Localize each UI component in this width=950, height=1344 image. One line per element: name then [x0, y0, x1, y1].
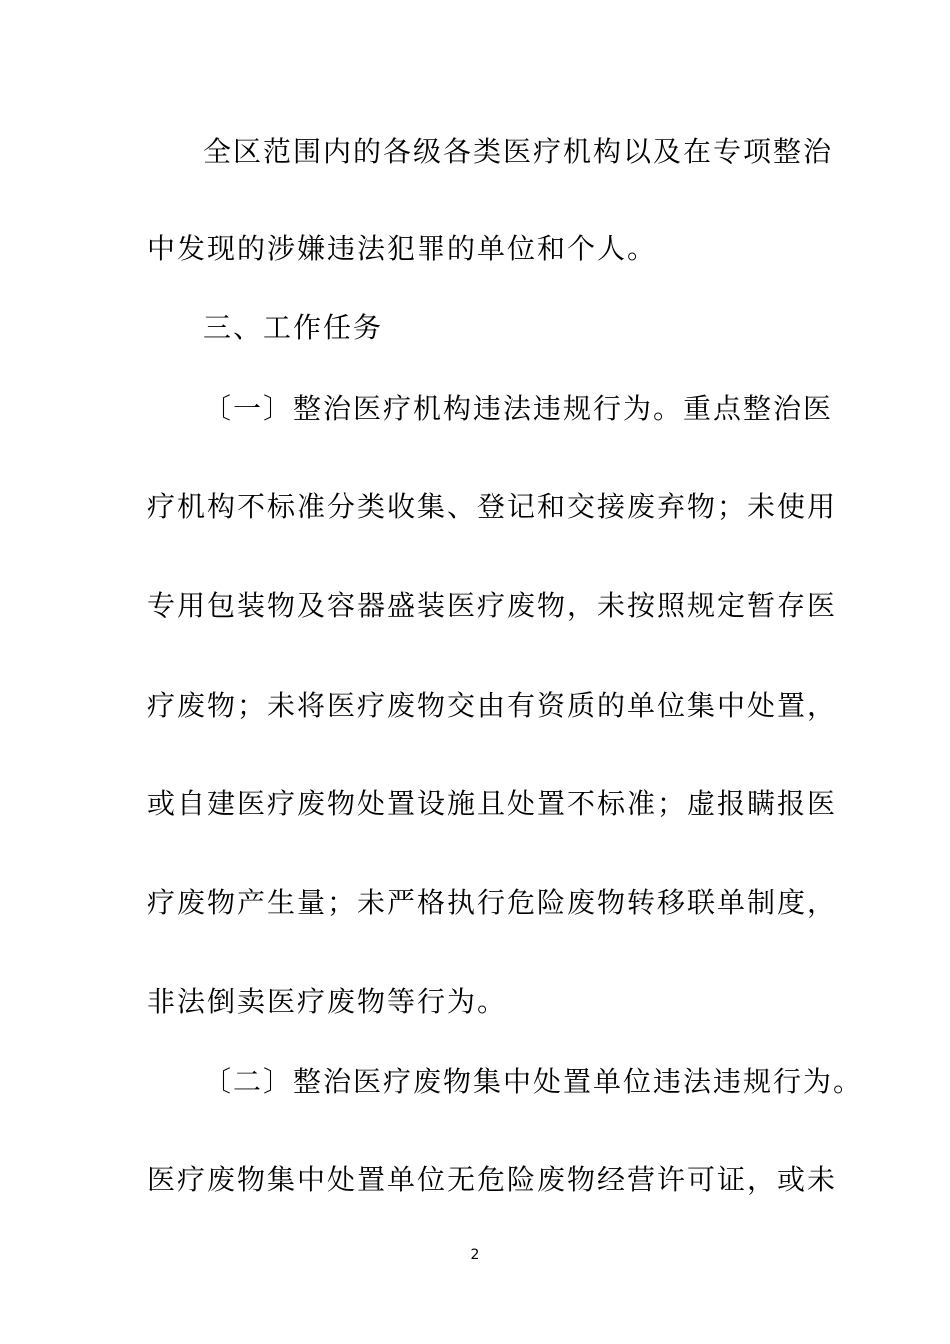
body-text-line: 〔一〕整治医疗机构违法违规行为。重点整治医 — [203, 392, 834, 425]
body-text-line: 中发现的涉嫌违法犯罪的单位和个人。 — [147, 232, 658, 265]
body-text-line: 全区范围内的各级各类医疗机构以及在专项整治 — [203, 135, 834, 168]
body-text-line: 疗废物产生量；未严格执行危险废物转移联单制度， — [147, 886, 838, 919]
body-text-line: 疗机构不标准分类收集、登记和交接废弃物；未使用 — [147, 490, 838, 523]
body-text-line: 医疗废物集中处置单位无危险废物经营许可证，或未 — [147, 1163, 838, 1196]
body-text-line: 〔二〕整治医疗废物集中处置单位违法违规行为。 — [203, 1065, 864, 1098]
section-heading: 三、工作任务 — [203, 311, 384, 344]
body-text-line: 专用包装物及容器盛装医疗废物，未按照规定暂存医 — [147, 589, 838, 622]
body-text-line: 或自建医疗废物处置设施且处置不标准；虚报瞒报医 — [147, 787, 838, 820]
body-text-line: 疗废物；未将医疗废物交由有资质的单位集中处置， — [147, 689, 838, 722]
body-text-line: 非法倒卖医疗废物等行为。 — [147, 985, 508, 1018]
page-number: 2 — [470, 1247, 480, 1263]
